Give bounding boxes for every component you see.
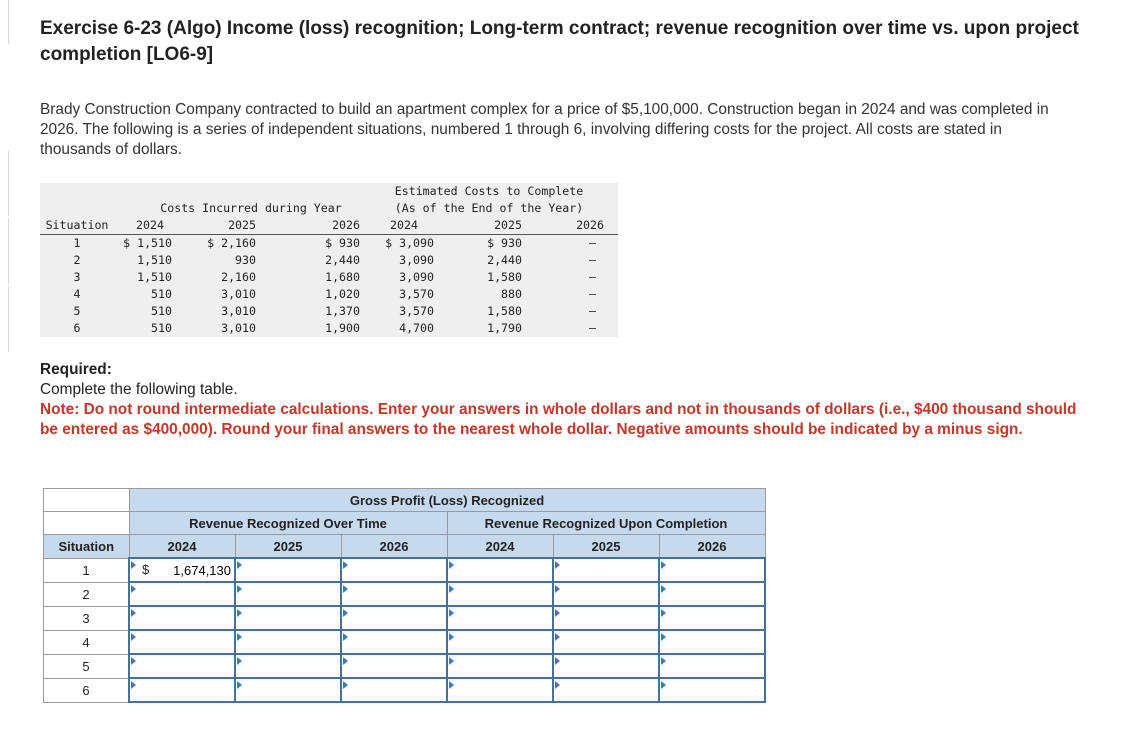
answer-cell — [341, 582, 447, 606]
answer-table — [43, 488, 766, 703]
situation-number: 1 — [73, 236, 81, 250]
given-value: 2,160 — [221, 270, 256, 284]
input-marker-icon — [343, 681, 348, 689]
intro-text: Brady Construction Company contracted to build an apartment complex for a price of $5,100,000. Construction began in 2024 and was completed in 2026. The following is a series of independent situations, numbered 1 through 6, involving differing costs for the project. All costs are stated in thousands of dollars. — [40, 101, 1049, 158]
input-marker-icon — [661, 633, 666, 641]
given-value: 1,580 — [487, 304, 522, 318]
given-value: – — [589, 253, 596, 267]
answer-input[interactable] — [236, 631, 340, 653]
input-marker-icon — [449, 609, 454, 617]
given-value: – — [589, 270, 596, 284]
required-heading: Required: — [40, 361, 112, 378]
answer-situation-number: 1 — [44, 558, 130, 582]
answer-cell — [447, 582, 553, 606]
given-value: 3,570 — [399, 287, 434, 301]
input-marker-icon — [661, 609, 666, 617]
answer-input[interactable] — [342, 559, 446, 581]
answer-cell — [447, 606, 553, 630]
answer-input[interactable] — [342, 607, 446, 629]
given-value: 1,510 — [137, 270, 172, 284]
answer-input[interactable] — [660, 559, 764, 581]
given-value: $ 3,090 — [385, 236, 434, 250]
answer-cell — [553, 558, 659, 582]
answer-cell — [447, 654, 553, 678]
answer-input[interactable] — [554, 559, 658, 581]
input-marker-icon — [343, 609, 348, 617]
answer-input[interactable] — [236, 655, 340, 677]
answer-cell — [553, 630, 659, 654]
edge-mark — [0, 218, 9, 284]
upon-completion-header: Revenue Recognized Upon Completion — [447, 512, 765, 535]
given-value: $ 1,510 — [123, 236, 172, 250]
situation-header: Situation — [44, 535, 130, 559]
answer-cell — [659, 558, 765, 582]
required-instruction: Complete the following table. — [40, 381, 238, 398]
given-row — [40, 320, 618, 337]
gross-profit-header: Gross Profit (Loss) Recognized — [129, 489, 765, 512]
given-value: 880 — [501, 287, 522, 301]
answer-cell — [341, 678, 447, 702]
answer-row — [44, 678, 766, 702]
given-value: 1,900 — [325, 321, 360, 335]
costs-incurred-label: Costs Incurred during Year — [160, 201, 342, 215]
answer-situation-number: 4 — [44, 630, 130, 654]
input-marker-icon — [661, 561, 666, 569]
answer-input[interactable] — [342, 655, 446, 677]
input-marker-icon — [237, 561, 242, 569]
answer-row — [44, 582, 766, 606]
input-marker-icon — [237, 609, 242, 617]
answer-input[interactable] — [448, 631, 552, 653]
given-row — [40, 303, 618, 320]
input-marker-icon — [449, 633, 454, 641]
answer-input[interactable] — [448, 559, 552, 581]
input-marker-icon — [237, 633, 242, 641]
answer-input[interactable] — [342, 631, 446, 653]
input-marker-icon — [237, 657, 242, 665]
answer-input[interactable] — [130, 583, 234, 605]
answer-cell — [341, 606, 447, 630]
answer-input[interactable] — [660, 583, 764, 605]
answer-cell — [447, 558, 553, 582]
input-marker-icon — [131, 561, 136, 569]
answer-cell — [341, 654, 447, 678]
answer-cell — [553, 654, 659, 678]
answer-year-header: 2025 — [553, 535, 659, 559]
estimated-costs-label-line1: Estimated Costs to Complete — [394, 184, 584, 198]
answer-input[interactable] — [342, 583, 446, 605]
situation-number: 6 — [73, 321, 81, 335]
given-value: 3,010 — [221, 304, 256, 318]
answer-cell — [447, 630, 553, 654]
answer-input[interactable] — [130, 655, 234, 677]
answer-cell — [129, 678, 235, 702]
currency-symbol: $ — [142, 562, 150, 577]
given-value: 930 — [235, 253, 256, 267]
input-marker-icon — [131, 633, 136, 641]
answer-row — [44, 558, 766, 582]
answer-input[interactable] — [660, 655, 764, 677]
input-marker-icon — [449, 681, 454, 689]
answer-situation-number: 3 — [44, 606, 130, 630]
answer-input[interactable] — [660, 607, 764, 629]
answer-year-header: 2024 — [447, 535, 553, 559]
answer-cell — [235, 558, 341, 582]
answer-input[interactable] — [236, 607, 340, 629]
required-note: Note: Do not round intermediate calculations. Enter your answers in whole dollars and not in thousands of dollars (i.e., $400 thousand should be entered as $400,000). Round your final answers to the nearest whole dollar. Negative amounts should be indicated by a minus sign. — [40, 401, 1077, 438]
input-marker-icon — [661, 681, 666, 689]
input-marker-icon — [237, 681, 242, 689]
situation-number: 3 — [73, 270, 81, 284]
given-value: 3,010 — [221, 321, 256, 335]
given-value: 1,510 — [137, 253, 172, 267]
given-value: 1,580 — [487, 270, 522, 284]
answer-input[interactable] — [554, 679, 658, 701]
answer-cell — [553, 678, 659, 702]
answer-input[interactable] — [448, 679, 552, 701]
answer-cell — [235, 630, 341, 654]
edge-mark — [0, 0, 9, 44]
edge-mark — [0, 286, 9, 352]
given-value: $ 930 — [487, 236, 522, 250]
answer-input[interactable] — [130, 607, 234, 629]
answer-cell — [235, 678, 341, 702]
year-header: 2025 — [448, 217, 536, 235]
input-marker-icon — [449, 561, 454, 569]
input-marker-icon — [343, 633, 348, 641]
given-value: 510 — [151, 287, 172, 301]
given-value: 1,370 — [325, 304, 360, 318]
answer-input[interactable] — [448, 607, 552, 629]
given-value: – — [589, 321, 596, 335]
over-time-header: Revenue Recognized Over Time — [129, 512, 447, 535]
answer-cell — [129, 606, 235, 630]
year-header: 2024 — [114, 217, 186, 235]
input-marker-icon — [343, 657, 348, 665]
answer-cell — [659, 678, 765, 702]
answer-year-header: 2026 — [659, 535, 765, 559]
answer-cell — [129, 582, 235, 606]
answer-year-header: 2026 — [341, 535, 447, 559]
answer-cell — [447, 678, 553, 702]
given-value: 2,440 — [487, 253, 522, 267]
answer-input[interactable] — [236, 583, 340, 605]
input-marker-icon — [449, 585, 454, 593]
year-header: 2026 — [274, 217, 360, 235]
answer-input[interactable] — [342, 679, 446, 701]
answer-row — [44, 654, 766, 678]
given-value: 1,790 — [487, 321, 522, 335]
answer-cell — [341, 630, 447, 654]
given-value: 3,090 — [399, 253, 434, 267]
situation-number: 4 — [73, 287, 81, 301]
answer-input[interactable] — [660, 631, 764, 653]
year-header: 2024 — [360, 217, 448, 235]
given-value: 2,440 — [325, 253, 360, 267]
required-section — [40, 360, 1080, 440]
answer-situation-number: 6 — [44, 678, 130, 702]
input-marker-icon — [661, 657, 666, 665]
input-marker-icon — [555, 609, 560, 617]
answer-row — [44, 606, 766, 630]
input-marker-icon — [131, 681, 136, 689]
answer-input[interactable] — [554, 607, 658, 629]
given-value: 3,010 — [221, 287, 256, 301]
answer-input[interactable] — [130, 679, 234, 701]
input-marker-icon — [131, 657, 136, 665]
year-header: 2026 — [536, 217, 618, 235]
answer-cell — [553, 606, 659, 630]
given-value: 510 — [151, 304, 172, 318]
input-marker-icon — [555, 657, 560, 665]
input-marker-icon — [555, 633, 560, 641]
year-header: 2025 — [186, 217, 274, 235]
input-marker-icon — [131, 609, 136, 617]
answer-cell — [659, 582, 765, 606]
given-value: 3,570 — [399, 304, 434, 318]
situation-number: 5 — [73, 304, 81, 318]
answer-cell — [129, 630, 235, 654]
given-value: $ 2,160 — [207, 236, 256, 250]
answer-cell — [659, 654, 765, 678]
blank-header-cell — [44, 489, 130, 512]
answer-input[interactable] — [448, 655, 552, 677]
input-marker-icon — [661, 585, 666, 593]
answer-cell — [235, 582, 341, 606]
answer-year-header: 2025 — [235, 535, 341, 559]
given-value: $ 930 — [325, 236, 360, 250]
given-value: – — [589, 236, 596, 250]
answer-input[interactable] — [554, 631, 658, 653]
answer-cell — [659, 630, 765, 654]
answer-situation-number: 2 — [44, 582, 130, 606]
answer-cell — [129, 558, 235, 582]
answer-row — [44, 630, 766, 654]
input-marker-icon — [449, 657, 454, 665]
answer-year-header: 2024 — [129, 535, 235, 559]
answer-situation-number: 5 — [44, 654, 130, 678]
input-marker-icon — [555, 585, 560, 593]
given-value: 3,090 — [399, 270, 434, 284]
answer-cell — [553, 582, 659, 606]
given-value: 4,700 — [399, 321, 434, 335]
answer-cell — [129, 654, 235, 678]
blank-header-cell — [44, 512, 130, 535]
input-marker-icon — [555, 681, 560, 689]
answer-input[interactable] — [236, 559, 340, 581]
given-value: 1,020 — [325, 287, 360, 301]
answer-cell — [235, 654, 341, 678]
given-costs-table — [40, 183, 618, 337]
answer-input[interactable] — [660, 679, 764, 701]
given-value: 1,680 — [325, 270, 360, 284]
input-marker-icon — [131, 585, 136, 593]
situation-header: Situation — [40, 217, 114, 235]
given-value: – — [589, 287, 596, 301]
input-marker-icon — [343, 585, 348, 593]
given-value: 510 — [151, 321, 172, 335]
answer-input[interactable] — [236, 679, 340, 701]
situation-number: 2 — [73, 253, 81, 267]
answer-input[interactable] — [554, 655, 658, 677]
edge-mark — [0, 150, 9, 216]
input-marker-icon — [555, 561, 560, 569]
input-marker-icon — [237, 585, 242, 593]
input-marker-icon — [343, 561, 348, 569]
answer-cell — [659, 606, 765, 630]
exercise-title: Exercise 6-23 (Algo) Income (loss) recognition; Long-term contract; revenue recognition over time vs. upon project completion [LO6-9] — [40, 18, 1079, 65]
answer-input[interactable] — [130, 631, 234, 653]
answer-cell — [341, 558, 447, 582]
answer-cell — [235, 606, 341, 630]
answer-input[interactable] — [554, 583, 658, 605]
given-value: – — [589, 304, 596, 318]
given-row — [40, 235, 618, 253]
estimated-costs-label-line2: (As of the End of the Year) — [394, 201, 584, 215]
given-row — [40, 252, 618, 269]
answer-input[interactable] — [448, 583, 552, 605]
given-row — [40, 269, 618, 286]
given-row — [40, 286, 618, 303]
